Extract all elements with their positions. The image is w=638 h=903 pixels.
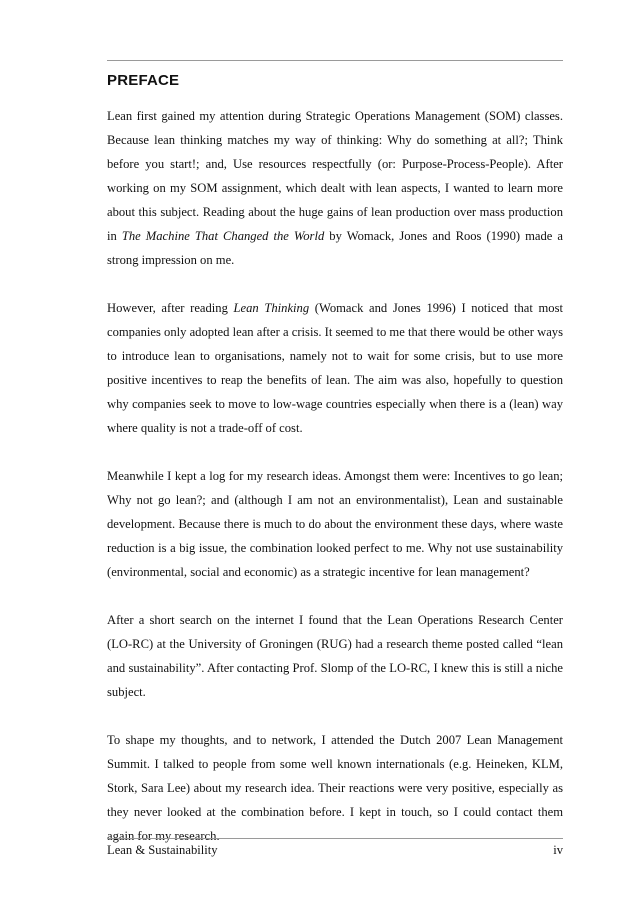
page-title: PREFACE [107, 72, 180, 89]
paragraph-1-text-a: Lean first gained my attention during Strategic Operations Management (SOM) classes. Because lean thinking matches my way of thinking: Why do something at all?; Think before you start!; and, Use resources respectfully (or: Purpose-Process-People). After working on my SOM assignment, which dealt with lean aspects, I wanted to learn more about this subject. Reading about the huge gains of lean production over mass production in [107, 109, 563, 243]
book-title-lean-thinking: Lean Thinking [233, 301, 310, 315]
book-title-machine: The Machine That Changed the World [121, 229, 325, 243]
footer-rule [107, 838, 563, 839]
paragraph-3-text: Meanwhile I kept a log for my research ideas. Amongst them were: Incentives to go lean; Why not go lean?; and (although I am not an environmentalist), Lean and sustainable development. Because there is much to do about the environment these days, where waste reduction is a big issue, the combination looked perfect to me. Why not use sustainability (environmental, social and economic) as a strategic incentive for lean management? [107, 469, 563, 579]
header-rule [107, 60, 563, 61]
paragraph-2-text-a: However, after reading [107, 301, 234, 315]
paragraph-4-text: After a short search on the internet I found that the Lean Operations Research Center (LO-RC) at the University of Groningen (RUG) had a research theme posted called “lean and sustainability”. After contacting Prof. Slomp of the LO-RC, I knew this is still a niche subject. [107, 613, 563, 699]
paragraph-5 [107, 728, 563, 848]
paragraph-1 [107, 104, 563, 272]
page-body [107, 104, 563, 872]
paragraph-2 [107, 296, 563, 440]
paragraph-3 [107, 464, 563, 584]
paragraph-1-text-b: by Womack, Jones and Roos (1990) made a strong impression on me. [107, 229, 564, 267]
paragraph-2-text-b: (Womack and Jones 1996) I noticed that most companies only adopted lean after a crisis. It seemed to me that there would be other ways to introduce lean to organisations, namely not to wait for some crisis, but to use more positive incentives to reap the benefits of lean. The aim was also, hopefully to question why companies seek to move to low-wage countries especially when there is a (lean) way where quality is not a trade-off of cost. [107, 301, 564, 435]
page-number: iv [553, 843, 563, 857]
paragraph-5-text: To shape my thoughts, and to network, I attended the Dutch 2007 Lean Management Summit. I talked to people from some well known internationals (e.g. Heineken, KLM, Stork, Sara Lee) about my research idea. Their reactions were very positive, especially as they never looked at the combination before. I kept in touch, so I could contact them again for my research. [107, 733, 563, 843]
paragraph-4 [107, 608, 563, 704]
footer-document-title: Lean & Sustainability [107, 843, 218, 857]
